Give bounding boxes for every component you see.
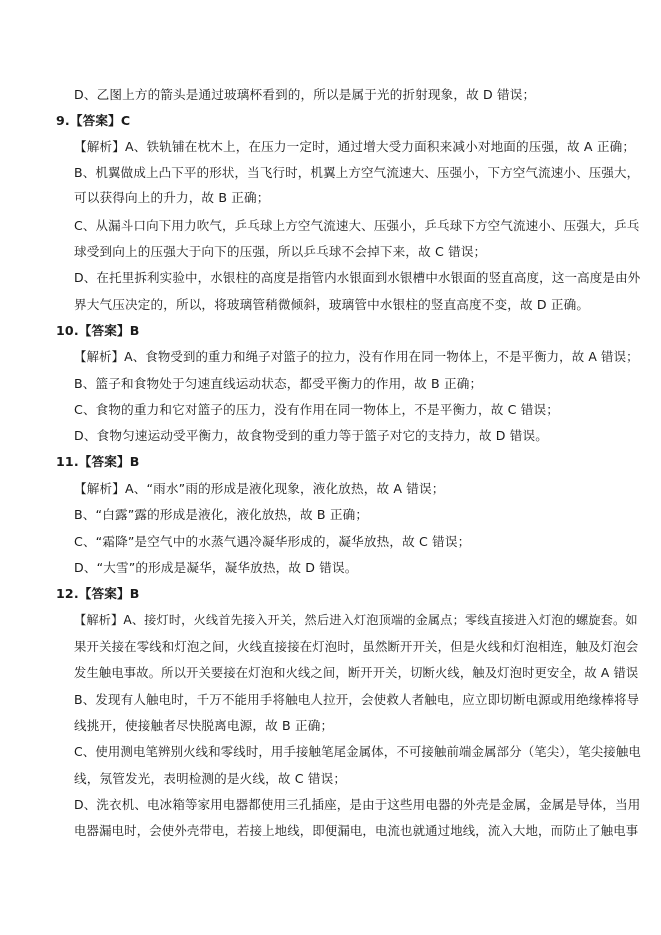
text-line: 界大气压决定的，所以，将玻璃管稍微倾斜，玻璃管中水银柱的竖直高度不变，故 D 正确。 <box>74 297 590 312</box>
text-line: C、从漏斗口向下用力吹气，乒乓球上方空气流速大、压强小，乒乓球下方空气流速小、压强大，乒乓 <box>74 218 640 233</box>
text-line: 线，氖管发光，表明检测的是火线，故 C 错误； <box>74 771 347 786</box>
text-line: D、“大雪”的形成是凝华，凝华放热，故 D 错误。 <box>74 560 358 575</box>
text-line: D、乙图上方的箭头是通过玻璃杯看到的，所以是属于光的折射现象，故 D 错误； <box>74 87 536 102</box>
text-line: 【解析】A、“雨水”雨的形成是液化现象，液化放热，故 A 错误； <box>74 481 445 496</box>
text-line: D、在托里拆利实验中，水银柱的高度是指管内水银面到水银槽中水银面的竖直高度，这一高度是由外 <box>74 270 641 285</box>
answer-heading-12: 12.【答案】B <box>56 586 140 601</box>
text-line: 球受到向上的压强大于向下的压强，所以乒乓球不会掉下来，故 C 错误； <box>74 244 487 259</box>
text-line: B、发现有人触电时，千万不能用手将触电人拉开，会使救人者触电，应立即切断电源或用绝缘棒将导 <box>74 692 640 707</box>
text-line: 发生触电事故。所以开关要接在灯泡和火线之间，断开开关，切断火线，触及灯泡时更安全，故 A 错误 <box>74 666 639 680</box>
text-line: D、食物匀速运动受平衡力，故食物受到的重力等于篮子对它的支持力，故 D 错误。 <box>74 428 549 443</box>
answer-heading-10: 10.【答案】B <box>56 323 140 338</box>
text-line: C、食物的重力和它对篮子的压力，没有作用在同一物体上，不是平衡力，故 C 错误； <box>74 402 559 417</box>
text-line: 果开关接在零线和灯泡之间，火线直接接在灯泡时，虽然断开开关，但是火线和灯泡相连，触及灯泡会 <box>74 639 639 654</box>
text-line: C、“霜降”是空气中的水蒸气遇冷凝华形成的，凝华放热，故 C 错误； <box>74 534 471 549</box>
text-line: D、洗衣机、电冰箱等家用电器都使用三孔插座，是由于这些用电器的外壳是金属，金属是导体，当用 <box>74 797 641 812</box>
answer-heading-9: 9.【答案】C <box>56 113 131 128</box>
text-line: B、篮子和食物处于匀速直线运动状态，都受平衡力的作用，故 B 正确； <box>74 376 483 391</box>
text-line: C、使用测电笔辨别火线和零线时，用手接触笔尾金属体，不可接触前端金属部分（笔尖），笔尖接触电 <box>74 744 641 759</box>
text-line: 【解析】A、接灯时，火线首先接入开关，然后进入灯泡顶端的金属点；零线直接进入灯泡的螺旋套。如 <box>74 613 638 627</box>
text-line: 【解析】A、食物受到的重力和绳子对篮子的拉力，没有作用在同一物体上，不是平衡力，故 A 错误； <box>74 349 639 364</box>
text-line: B、机翼做成上凸下平的形状，当飞行时，机翼上方空气流速大、压强小，下方空气流速小、压强大， <box>74 165 640 180</box>
text-line: 可以获得向上的升力，故 B 正确； <box>74 190 270 205</box>
answer-heading-11: 11.【答案】B <box>56 454 140 469</box>
text-line: 电器漏电时，会使外壳带电，若接上地线，即便漏电，电流也就通过地线，流入大地，而防止了触电事 <box>74 823 639 838</box>
text-line: B、“白露”露的形成是液化，液化放热，故 B 正确； <box>74 507 369 522</box>
text-line: 线挑开，使接触者尽快脱离电源，故 B 正确； <box>74 718 334 733</box>
text-line: 【解析】A、铁轨铺在枕木上，在压力一定时，通过增大受力面积来减小对地面的压强，故 A 正确； <box>74 139 636 154</box>
